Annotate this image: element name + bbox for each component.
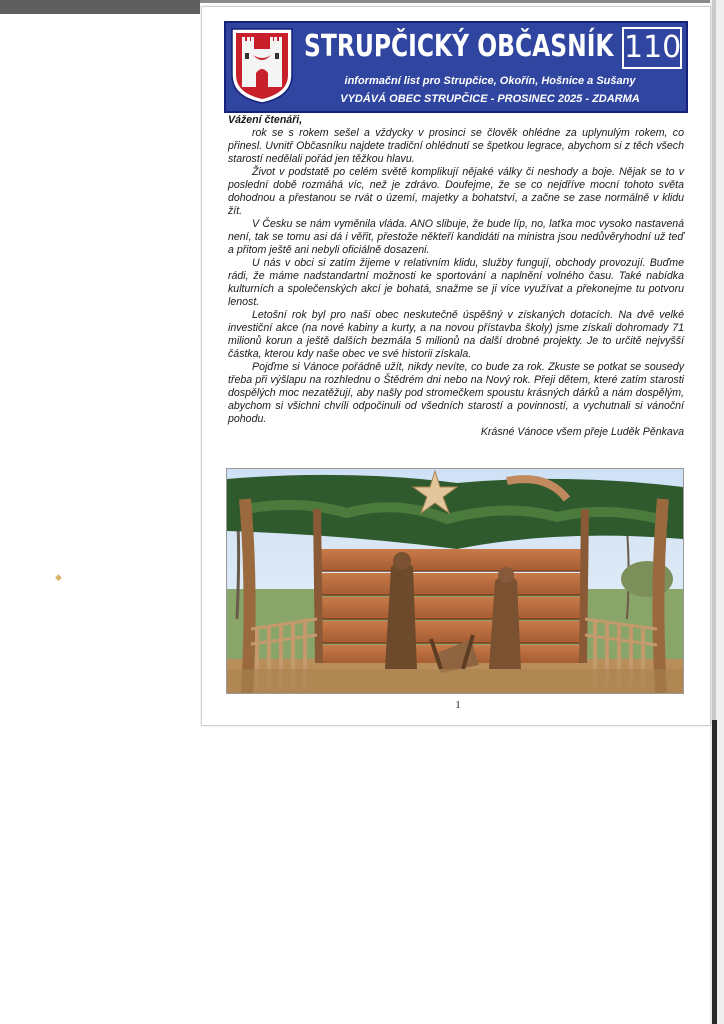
issue-number: 110 bbox=[622, 27, 682, 69]
nativity-photo bbox=[226, 468, 684, 694]
greeting: Vážení čtenáři, bbox=[228, 114, 303, 126]
editorial-article bbox=[228, 114, 684, 439]
newsletter-subtitle: informační list pro Strupčice, Okořín, Hošnice a Sušany bbox=[344, 75, 636, 87]
article-paragraph: U nás v obci si zatím žijeme v relativním klidu, služby fungují, obchody provozují. Buďme rádi, že máme nadstandartní možnosti ke sportování a naplnění volného času. Také nabídka kulturních a společenských akcí je bohatá, snažme se ji více využívat a překonejme tu potvoru lenost. bbox=[228, 257, 684, 308]
article-paragraph: Pojďme si Vánoce pořádně užít, nikdy nevíte, co bude za rok. Zkuste se potkat se sousedy třeba při výšlapu na rozhlednu o Štědrém dni nebo na Nový rok. Přeji dětem, které zatím starosti dospělých moc nezatěžují, aby našly pod stromečkem spoustu krásných dárků a nám dospělým, abychom si všichni chvíli odpočinuli od všedních starostí a povinností, a vychutnali si vánoční pohodu. bbox=[228, 361, 684, 425]
article-paragraph: Život v podstatě po celém světě komplikují nějaké války či neshody a boje. Nějak se to v poslední době rozmáhá víc, než je zdrávo. Doufejme, že se co nejdříve mocní tohoto světa dohodnou a přestanou se rvát o území, majetky a bohatství, a začne se zase normálně v klidu žít. bbox=[228, 166, 684, 217]
scan-edge-right-mid bbox=[712, 0, 716, 720]
scan-edge-top bbox=[0, 0, 200, 14]
article-paragraph: rok se s rokem sešel a vždycky v prosinci se člověk ohlédne za uplynulým rokem, co přinesl. Uvnitř Občasníku najdete tradiční ohlédnutí se špetkou legrace, abychom si z těch všech starostí nedělali pořád jen těžkou hlavu. bbox=[228, 127, 684, 165]
coat-of-arms-icon bbox=[230, 27, 294, 105]
scan-speck: ◆ bbox=[55, 572, 62, 582]
scan-edge-top-light bbox=[200, 0, 710, 3]
publisher-line: VYDÁVÁ OBEC STRUPČICE - PROSINEC 2025 - ZDARMA bbox=[340, 93, 640, 105]
article-paragraph: Letošní rok byl pro naši obec neskutečně úspěšný v získaných dotacích. Na dvě velké investiční akce (na nové kabiny a kurty, a na novou přístavba školy) jsme získali dohromady 71 milionů korun a ještě dalších bezmála 5 milionů na další drobné projekty. Je to určitě nejvyšší částka, kterou kdy naše obec ve své historii získala. bbox=[228, 309, 684, 360]
signoff: Krásné Vánoce všem přeje Luděk Pěnkava bbox=[480, 426, 684, 438]
newsletter-page bbox=[201, 6, 711, 726]
article-paragraph: V Česku se nám vyměnila vláda. ANO slibuje, že bude líp, no, laťka moc vysoko nastavená není, tak se tomu asi dá i věřit, přestože někteří kandidáti na ministra jsou nedůvěryhodní už teď a přitom ještě ani nebyli oficiálně dosazeni. bbox=[228, 218, 684, 256]
page-number: 1 bbox=[455, 699, 461, 711]
newsletter-title: STRUPČICKÝ OBČASNÍK bbox=[304, 29, 614, 64]
scan-edge-right-dark bbox=[712, 720, 717, 1024]
masthead bbox=[224, 21, 688, 113]
stable-back-wall bbox=[317, 549, 585, 663]
